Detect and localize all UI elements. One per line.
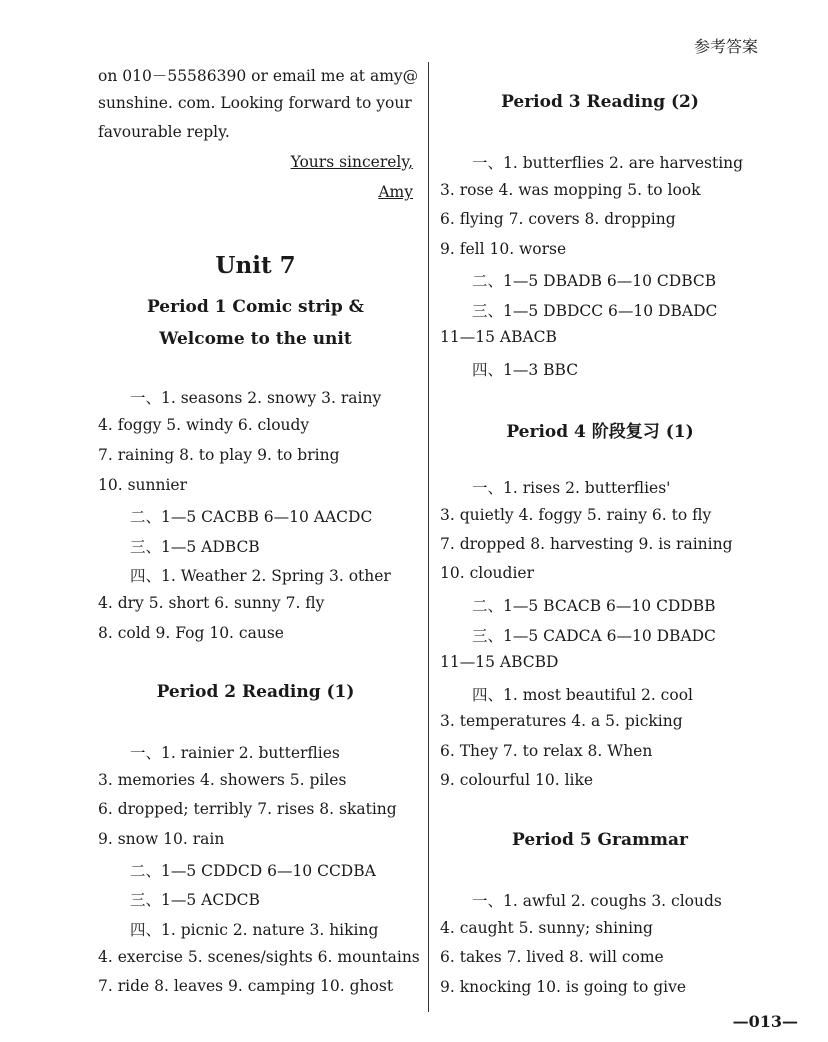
answer-line: 9. snow 10. rain — [98, 830, 225, 848]
answer-line: 二、1—5 BCACB 6—10 CDDBB — [472, 597, 716, 615]
answer-line: 10. cloudier — [440, 564, 534, 582]
letter-closing: Yours sincerely, — [290, 153, 413, 171]
answer-line: 6. dropped; terribly 7. rises 8. skating — [98, 800, 397, 818]
answer-line: 6. They 7. to relax 8. When — [440, 742, 653, 760]
period-title: Period 4 阶段复习 (1) — [506, 422, 694, 442]
period-title: Period 3 Reading (2) — [501, 92, 699, 112]
period-title: Period 5 Grammar — [512, 830, 688, 850]
answer-line: 4. foggy 5. windy 6. cloudy — [98, 416, 310, 434]
answer-line: 7. ride 8. leaves 9. camping 10. ghost — [98, 977, 394, 995]
answer-line: 8. cold 9. Fog 10. cause — [98, 624, 284, 642]
answer-line: 3. temperatures 4. a 5. picking — [440, 712, 683, 730]
answer-line: 一、1. rises 2. butterflies' — [472, 479, 671, 497]
unit-title: Unit 7 — [215, 252, 296, 279]
answer-line: 9. knocking 10. is going to give — [440, 978, 687, 996]
answer-line: 一、1. awful 2. coughs 3. clouds — [472, 892, 722, 910]
answer-line: 6. flying 7. covers 8. dropping — [440, 210, 676, 228]
answer-line: 三、1—5 CADCA 6—10 DBADC — [472, 627, 716, 645]
answer-line: 4. dry 5. short 6. sunny 7. fly — [98, 594, 325, 612]
answer-line: 三、1—5 ACDCB — [130, 891, 260, 909]
answer-line: 三、1—5 DBDCC 6—10 DBADC — [472, 302, 718, 320]
answer-line: 9. fell 10. worse — [440, 240, 567, 258]
answer-line: 一、1. rainier 2. butterflies — [130, 744, 340, 762]
answer-line: 3. rose 4. was mopping 5. to look — [440, 181, 701, 199]
answer-line: 7. raining 8. to play 9. to bring — [98, 446, 340, 464]
answer-line: 二、1—5 DBADB 6—10 CDBCB — [472, 272, 717, 290]
page-number: —013— — [732, 1012, 798, 1031]
answer-line: 一、1. seasons 2. snowy 3. rainy — [130, 389, 382, 407]
answer-line: 一、1. butterflies 2. are harvesting — [472, 154, 744, 172]
answer-line: 11—15 ABACB — [440, 328, 557, 346]
answer-line: 四、1. picnic 2. nature 3. hiking — [130, 921, 379, 939]
answer-line: 3. quietly 4. foggy 5. rainy 6. to fly — [440, 506, 712, 524]
answer-line: 二、1—5 CACBB 6—10 AACDC — [130, 508, 373, 526]
page-header: 参考答案 — [693, 37, 758, 56]
period-title: Welcome to the unit — [159, 329, 352, 349]
period-title: Period 2 Reading (1) — [156, 682, 355, 702]
column-divider — [428, 62, 429, 1012]
letter-signature: Amy — [378, 183, 413, 201]
answer-line: 11—15 ABCBD — [440, 653, 559, 671]
answer-line: 9. colourful 10. like — [440, 771, 594, 789]
answer-line: 4. exercise 5. scenes/sights 6. mountains — [98, 948, 420, 966]
letter-line: sunshine. com. Looking forward to your — [98, 94, 412, 112]
answer-line: 二、1—5 CDDCD 6—10 CCDBA — [130, 862, 376, 880]
period-title: Period 1 Comic strip & — [146, 297, 365, 317]
answer-line: 6. takes 7. lived 8. will come — [440, 948, 664, 966]
letter-line: favourable reply. — [98, 123, 230, 141]
answer-line: 四、1. most beautiful 2. cool — [472, 686, 693, 704]
answer-line: 四、1. Weather 2. Spring 3. other — [130, 567, 391, 585]
answer-line: 3. memories 4. showers 5. piles — [98, 771, 347, 789]
letter-line: on 010－55586390 or email me at amy@ — [98, 67, 419, 85]
answer-line: 7. dropped 8. harvesting 9. is raining — [440, 535, 733, 553]
answer-line: 三、1—5 ADBCB — [130, 538, 260, 556]
answer-line: 四、1—3 BBC — [472, 361, 579, 379]
answer-line: 4. caught 5. sunny; shining — [440, 919, 653, 937]
answer-line: 10. sunnier — [98, 476, 188, 494]
